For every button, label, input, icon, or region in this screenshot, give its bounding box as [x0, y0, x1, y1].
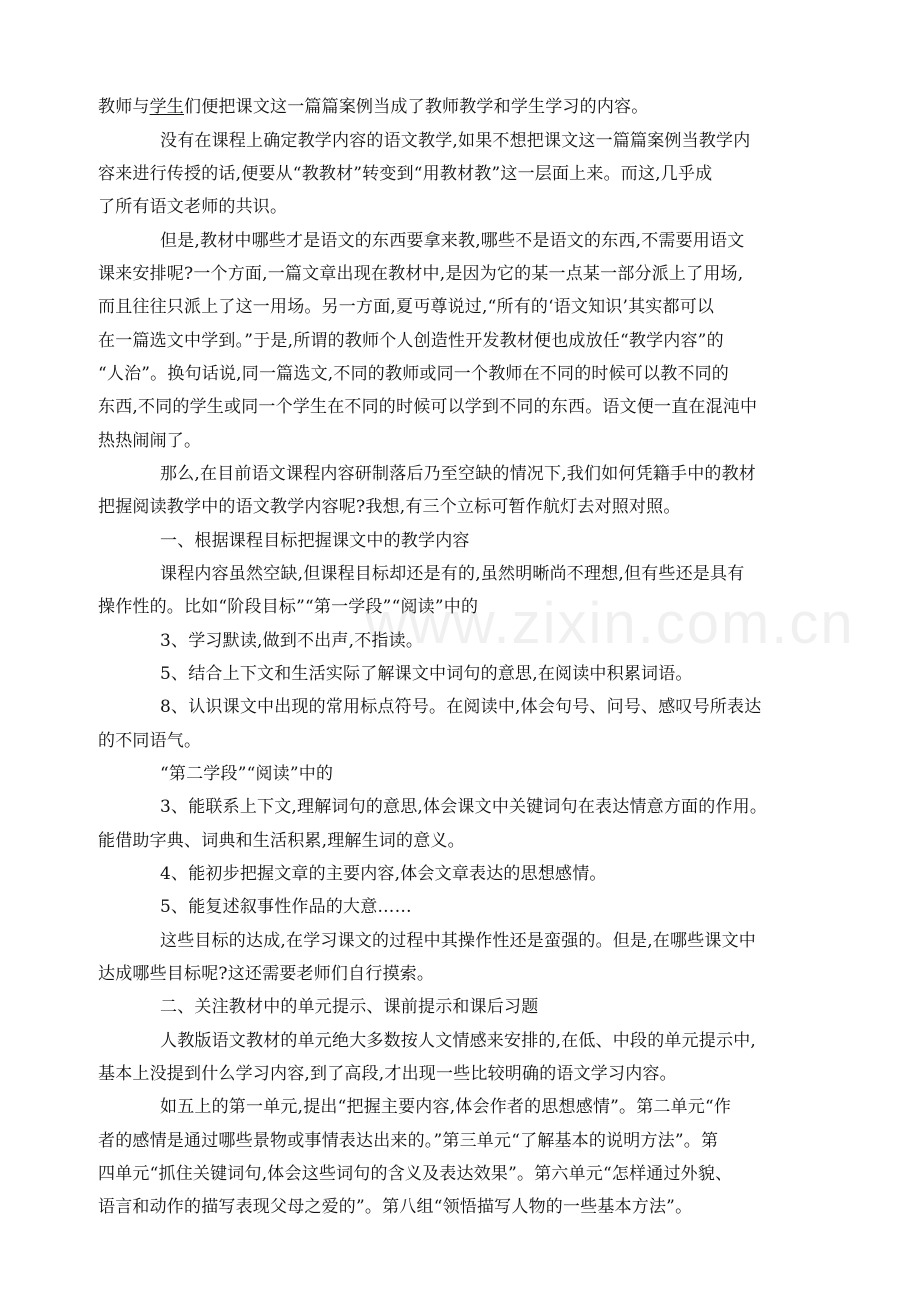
paragraph-line: 而且往往只派上了这一用场。另一方面,夏丏尊说过,“所有的‘语文知识’其实都可以 — [98, 297, 715, 317]
list-item: 5、结合上下文和生活实际了解课文中词句的意思,在阅读中积累词语。 — [160, 664, 693, 684]
paragraph-line: 但是,教材中哪些才是语文的东西要拿来教,哪些不是语文的东西,不需要用语文 — [160, 231, 745, 251]
paragraph-line — [98, 92, 648, 117]
paragraph-line: 容来进行传授的话,便要从“教教材”转变到“用教材教”这一层面上来。而这,几乎成 — [98, 164, 713, 184]
paragraph-line: 在一篇选文中学到。”于是,所谓的教师个人创造性开发教材便也成放任“教学内容”的 — [98, 331, 724, 351]
paragraph-line: 那么,在目前语文课程内容研制落后乃至空缺的情况下,我们如何凭籍手中的教材 — [160, 464, 757, 484]
list-item: 4、能初步把握文章的主要内容,体会文章表达的思想感情。 — [160, 864, 607, 884]
paragraph-line: “人治”。换句话说,同一篇选文,不同的教师或同一个教师在不同的时候可以教不同的 — [98, 364, 729, 384]
watermark: www.zixin.com.cn — [365, 591, 855, 656]
list-item: 3、学习默读,做到不出声,不指读。 — [160, 631, 424, 651]
paragraph-line: 人教版语文教材的单元绝大多数按人文情感来安排的,在低、中段的单元提示中, — [160, 1031, 757, 1051]
section-heading: 一、根据课程目标把握课文中的教学内容 — [160, 531, 470, 551]
paragraph-line: 课来安排呢?一个方面,一篇文章出现在教材中,是因为它的某一点某一部分派上了用场, — [98, 264, 744, 284]
section-heading: 二、关注教材中的单元提示、课前提示和课后习题 — [160, 997, 539, 1017]
list-item: 3、能联系上下文,理解词句的意思,体会课文中关键词句在表达情意方面的作用。 — [160, 797, 768, 817]
paragraph-line: 基本上没提到什么学习内容,到了高段,才出现一些比较明确的语文学习内容。 — [98, 1064, 677, 1084]
paragraph-line: 语言和动作的描写表现父母之爱的”。第八组“领悟描写人物的一些基本方法”。 — [98, 1197, 693, 1217]
paragraph-line: 东西,不同的学生或同一个学生在不同的时候可以学到不同的东西。语文便一直在混沌中 — [98, 397, 758, 417]
paragraph-line: 如五上的第一单元,提出“把握主要内容,体会作者的思想感情”。第二单元“作 — [160, 1097, 732, 1117]
paragraph-line: 这些目标的达成,在学习课文的过程中其操作性还是蛮强的。但是,在哪些课文中 — [160, 931, 757, 951]
list-item: 8、认识课文中出现的常用标点符号。在阅读中,体会句号、问号、感叹号所表达 — [160, 697, 762, 717]
list-item: 5、能复述叙事性作品的大意…… — [160, 897, 412, 917]
paragraph-line: 能借助字典、词典和生活积累,理解生词的意义。 — [98, 831, 465, 851]
paragraph-line: 者的感情是通过哪些景物或事情表达出来的。”第三单元“了解基本的说明方法”。第 — [98, 1131, 719, 1151]
paragraph-line: 达成哪些目标呢?这还需要老师们自行摸索。 — [98, 964, 435, 984]
text-span: 们便把课文这一篇篇案例当成了教师教学和学生学习的内容。 — [184, 97, 649, 117]
paragraph-line: “第二学段”“阅读”中的 — [160, 764, 334, 784]
paragraph-line: 没有在课程上确定教学内容的语文教学,如果不想把课文这一篇篇案例当教学内 — [160, 131, 751, 151]
text-span: 教师与 — [98, 97, 150, 117]
paragraph-line: 操作性的。比如“阶段目标”“第一学段”“阅读”中的 — [98, 597, 479, 617]
paragraph-line: 把握阅读教学中的语文教学内容呢?我想,有三个立标可暂作航灯去对照对照。 — [98, 497, 681, 517]
underlined-text: 学生 — [149, 97, 185, 117]
paragraph-line: 了所有语文老师的共识。 — [98, 197, 288, 217]
paragraph-line: 热热闹闹了。 — [98, 431, 202, 451]
paragraph-line: 四单元“抓住关键词句,体会这些词句的含义及表达效果”。第六单元“怎样通过外貌、 — [98, 1164, 733, 1184]
paragraph-line: 课程内容虽然空缺,但课程目标却还是有的,虽然明晰尚不理想,但有些还是具有 — [160, 564, 745, 584]
paragraph-line: 的不同语气。 — [98, 731, 202, 751]
